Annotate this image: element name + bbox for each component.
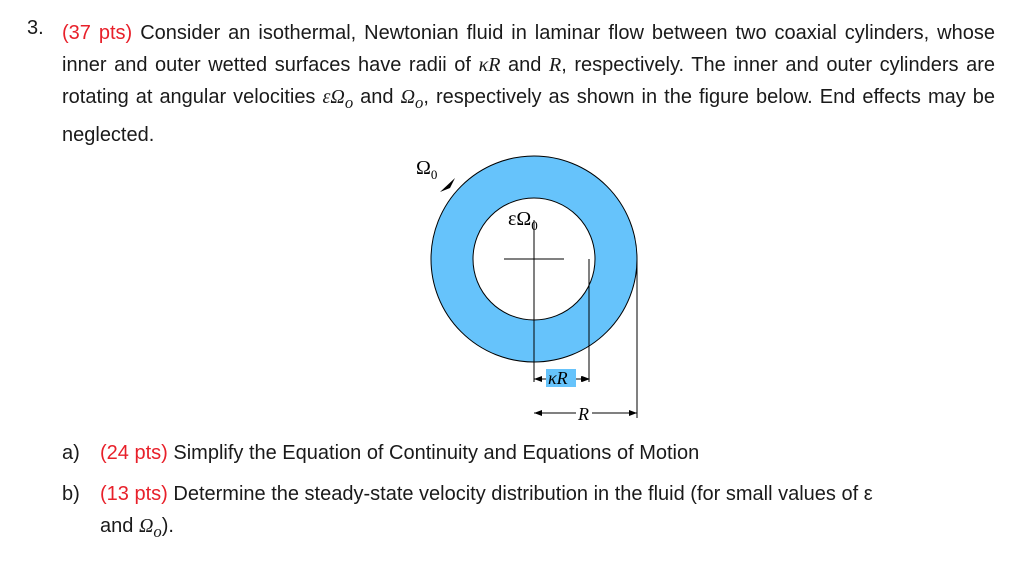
part-a-body bbox=[100, 437, 1000, 469]
inner-velocity-label: $\varepsilon\Omega_0$ bbox=[508, 208, 538, 233]
part-b-body bbox=[100, 478, 1000, 548]
problem-text-1: Consider an isothermal, Newtonian fluid in laminar flow between two coaxial cylinders, whose inner and outer wetted surfaces have radii of bbox=[62, 22, 995, 76]
inner-radius-left-arrow-icon bbox=[534, 376, 542, 382]
outer-velocity-symbol: $\Omega_o$ bbox=[400, 86, 424, 112]
part-b-points: (13 pts) bbox=[100, 483, 168, 505]
part-a-letter: a) bbox=[62, 442, 80, 464]
inner-radius-symbol: κR bbox=[478, 54, 501, 76]
inner-velocity-symbol: $\varepsilon\Omega_o$ bbox=[322, 86, 354, 112]
problem-text-2: and bbox=[500, 54, 549, 76]
part-b-omega-symbol: $\Omega_o$ bbox=[138, 515, 162, 541]
outer-radius-symbol: R bbox=[549, 54, 562, 76]
outer-velocity-label: $\Omega_0$ bbox=[416, 157, 438, 182]
problem-text-5: , respectively as shown in the figure below. End effects may be neglected. bbox=[62, 86, 995, 146]
part-b-letter: b) bbox=[62, 483, 80, 505]
part-a-text: Simplify the Equation of Continuity and Equations of Motion bbox=[173, 442, 700, 464]
inner-radius-right-arrow-icon bbox=[581, 376, 589, 382]
outer-radius-label: R bbox=[578, 404, 589, 424]
coaxial-cylinders-figure bbox=[400, 150, 660, 430]
problem-text-3: , respectively. The inner and outer cylinders are rotating at angular velocities bbox=[62, 54, 996, 108]
problem-points: (37 pts) bbox=[62, 22, 133, 44]
part-b-text-line2-pre: and bbox=[100, 515, 139, 537]
outer-radius-right-arrow-icon bbox=[629, 410, 637, 416]
problem-number: 3. bbox=[27, 17, 44, 39]
outer-radius-left-arrow-icon bbox=[534, 410, 542, 416]
part-b-text: Determine the steady-state velocity distribution in the fluid (for small values of ε bbox=[173, 483, 873, 505]
part-b-text-line2-post: ). bbox=[161, 515, 174, 537]
part-a-points: (24 pts) bbox=[100, 442, 168, 464]
outer-rotation-arrow-icon bbox=[440, 178, 455, 192]
problem-statement bbox=[62, 17, 995, 151]
inner-radius-label: κR bbox=[548, 368, 568, 388]
part-b bbox=[0, 478, 1018, 548]
part-a bbox=[0, 437, 1018, 469]
problem-text-4: and bbox=[353, 86, 401, 108]
